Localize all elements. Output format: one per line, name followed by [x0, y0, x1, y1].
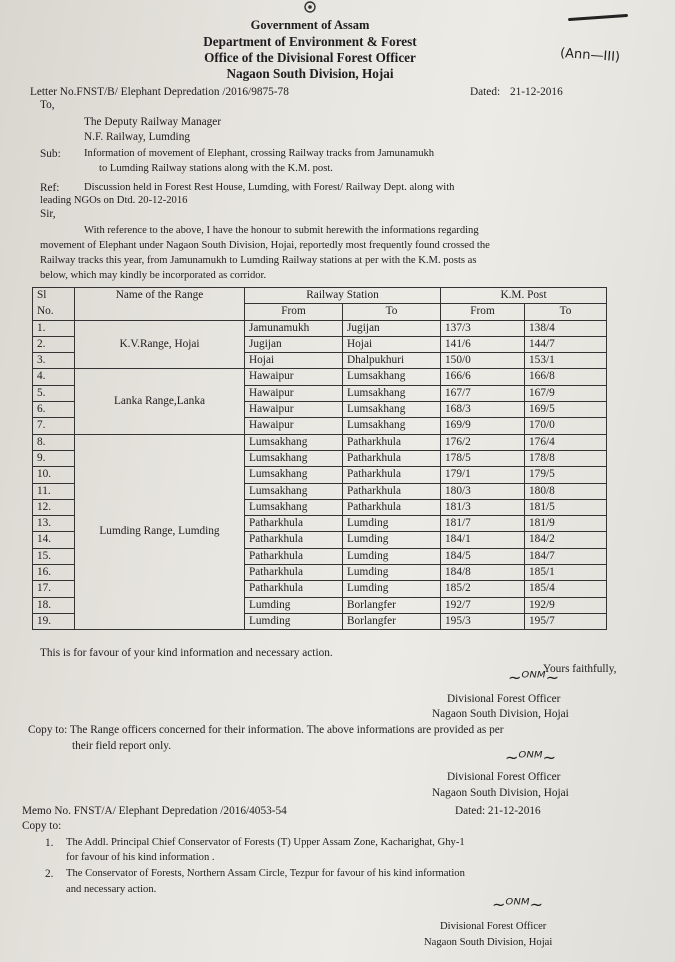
cell-station-to: Jugijan: [343, 320, 441, 336]
copy-to-line-1: Copy to: The Range officers concerned for their information. The above informations are provided as per: [28, 724, 504, 736]
cell-km-from: 167/7: [441, 385, 525, 401]
signature-2: ~ᴼᴺᴹ~: [505, 748, 556, 767]
cell-range-name: K.V.Range, Hojai: [75, 320, 245, 369]
cell-sl-no: 13.: [33, 516, 75, 532]
cell-station-to: Lumsakhang: [343, 369, 441, 385]
addressee-line-2: N.F. Railway, Lumding: [84, 131, 190, 143]
cell-sl-no: 15.: [33, 548, 75, 564]
cell-km-from: 180/3: [441, 483, 525, 499]
memo-item-1-line-2: for favour of his kind information .: [66, 852, 215, 863]
cell-km-to: 144/7: [525, 336, 607, 352]
cell-station-from: Patharkhula: [245, 532, 343, 548]
cell-km-from: 181/3: [441, 499, 525, 515]
cell-station-from: Hawaipur: [245, 418, 343, 434]
cell-sl-no: 17.: [33, 581, 75, 597]
cell-sl-no: 10.: [33, 467, 75, 483]
cell-sl-no: 19.: [33, 613, 75, 629]
cell-station-to: Patharkhula: [343, 499, 441, 515]
copy-to-line-2: their field report only.: [72, 740, 172, 752]
cell-sl-no: 11.: [33, 483, 75, 499]
signature-2-title: Divisional Forest Officer: [447, 771, 561, 783]
cell-station-to: Patharkhula: [343, 434, 441, 450]
cell-km-to: 170/0: [525, 418, 607, 434]
cell-station-from: Lumsakhang: [245, 434, 343, 450]
header-railway-station: Railway Station: [245, 288, 441, 304]
header-no: No.: [33, 304, 75, 320]
cell-station-from: Jamunamukh: [245, 320, 343, 336]
header-km-from: From: [441, 304, 525, 320]
cell-station-to: Lumsakhang: [343, 402, 441, 418]
cell-sl-no: 9.: [33, 450, 75, 466]
cell-station-from: Patharkhula: [245, 565, 343, 581]
memo-number: Memo No. FNST/A/ Elephant Depredation /2016/4053-54: [22, 805, 287, 817]
cell-km-from: 184/1: [441, 532, 525, 548]
cell-km-from: 179/1: [441, 467, 525, 483]
cell-km-to: 192/9: [525, 597, 607, 613]
cell-km-from: 184/8: [441, 565, 525, 581]
cell-station-to: Patharkhula: [343, 450, 441, 466]
cell-km-to: 166/8: [525, 369, 607, 385]
cell-km-to: 138/4: [525, 320, 607, 336]
memo-item-2-line-2: and necessary action.: [66, 884, 157, 895]
cell-station-from: Patharkhula: [245, 581, 343, 597]
cell-sl-no: 4.: [33, 369, 75, 385]
memo-dated: Dated: 21-12-2016: [455, 805, 541, 817]
cell-km-to: 181/5: [525, 499, 607, 515]
cell-station-to: Patharkhula: [343, 483, 441, 499]
cell-station-from: Lumsakhang: [245, 483, 343, 499]
cell-km-from: 184/5: [441, 548, 525, 564]
cell-station-from: Lumding: [245, 597, 343, 613]
cell-km-to: 153/1: [525, 353, 607, 369]
cell-station-to: Dhalpukhuri: [343, 353, 441, 369]
cell-km-from: 185/2: [441, 581, 525, 597]
cell-km-to: 185/4: [525, 581, 607, 597]
memo-item-1-number: 1.: [45, 837, 54, 849]
table-row: [33, 320, 607, 336]
cell-station-to: Lumding: [343, 516, 441, 532]
cell-km-to: 184/7: [525, 548, 607, 564]
closing-note: This is for favour of your kind information and necessary action.: [40, 647, 333, 659]
cell-sl-no: 5.: [33, 385, 75, 401]
cell-km-to: 184/2: [525, 532, 607, 548]
cell-sl-no: 3.: [33, 353, 75, 369]
cell-sl-no: 2.: [33, 336, 75, 352]
cell-km-from: 168/3: [441, 402, 525, 418]
cell-station-from: Patharkhula: [245, 548, 343, 564]
cell-station-from: Lumsakhang: [245, 499, 343, 515]
cell-sl-no: 1.: [33, 320, 75, 336]
signature-3-office: Nagaon South Division, Hojai: [424, 937, 553, 948]
cell-km-to: 181/9: [525, 516, 607, 532]
cell-km-from: 178/5: [441, 450, 525, 466]
addressee-line-1: The Deputy Railway Manager: [84, 116, 222, 128]
body-line-3: Railway tracks this year, from Jamunamukh to Lumding Railway stations at per with the K.M. posts as: [40, 255, 477, 266]
cell-station-to: Patharkhula: [343, 467, 441, 483]
cell-km-from: 166/6: [441, 369, 525, 385]
cell-km-from: 150/0: [441, 353, 525, 369]
cell-km-to: 176/4: [525, 434, 607, 450]
cell-station-from: Hawaipur: [245, 385, 343, 401]
cell-range-name: Lanka Range,Lanka: [75, 369, 245, 434]
cell-km-from: 169/9: [441, 418, 525, 434]
cell-station-to: Lumding: [343, 581, 441, 597]
cell-km-to: 195/7: [525, 613, 607, 629]
cell-km-to: 169/5: [525, 402, 607, 418]
table-header-row: [33, 288, 607, 304]
cell-km-from: 181/7: [441, 516, 525, 532]
cell-station-from: Lumding: [245, 613, 343, 629]
body-line-2: movement of Elephant under Nagaon South Division, Hojai, reportedly most frequently found crossed the: [40, 240, 490, 251]
cell-station-to: Lumding: [343, 565, 441, 581]
cell-station-to: Lumsakhang: [343, 385, 441, 401]
to-label: To,: [40, 99, 55, 111]
cell-km-from: 137/3: [441, 320, 525, 336]
reference-line-2: leading NGOs on Dtd. 20-12-2016: [40, 195, 188, 206]
cell-station-to: Hojai: [343, 336, 441, 352]
signature-1-title: Divisional Forest Officer: [447, 693, 561, 705]
cell-sl-no: 16.: [33, 565, 75, 581]
cell-sl-no: 7.: [33, 418, 75, 434]
cell-km-to: 179/5: [525, 467, 607, 483]
cell-station-from: Jugijan: [245, 336, 343, 352]
cell-km-from: 192/7: [441, 597, 525, 613]
memo-item-2-line-1: The Conservator of Forests, Northern Assam Circle, Tezpur for favour of his kind information: [66, 868, 465, 879]
subject-line-2: to Lumding Railway stations along with the K.M. post.: [99, 163, 333, 174]
cell-station-to: Lumding: [343, 532, 441, 548]
letter-dated-value: 21-12-2016: [510, 86, 563, 98]
table-row: [33, 369, 607, 385]
header-station-from: From: [245, 304, 343, 320]
cell-km-to: 180/8: [525, 483, 607, 499]
header-department: Department of Environment & Forest: [203, 34, 417, 49]
cell-station-from: Hawaipur: [245, 369, 343, 385]
handwritten-annexure-note: (Ann—III): [559, 45, 621, 66]
signature-1: ~ᴼᴺᴹ~: [508, 668, 559, 687]
memo-copy-to: Copy to:: [22, 820, 62, 832]
letter-number: Letter No.FNST/B/ Elephant Depredation /2016/9875-78: [30, 86, 289, 98]
header-sl: Sl: [33, 288, 75, 304]
body-line-1: With reference to the above, I have the honour to submit herewith the informations regarding: [84, 225, 479, 236]
memo-item-1-line-1: The Addl. Principal Chief Conservator of Forests (T) Upper Assam Zone, Kacharighat, Ghy-1: [66, 837, 465, 848]
cell-station-to: Borlangfer: [343, 613, 441, 629]
header-km-to: To: [525, 304, 607, 320]
cell-range-name: Lumding Range, Lumding: [75, 434, 245, 630]
cell-sl-no: 6.: [33, 402, 75, 418]
cell-station-to: Borlangfer: [343, 597, 441, 613]
cell-km-to: 167/9: [525, 385, 607, 401]
header-station-to: To: [343, 304, 441, 320]
corridor-table: [32, 287, 607, 630]
header-km-post: K.M. Post: [441, 288, 607, 304]
header-government: Government of Assam: [250, 18, 370, 32]
body-line-4: below, which may kindly be incorporated as corridor.: [40, 270, 267, 281]
cell-km-to: 185/1: [525, 565, 607, 581]
cell-sl-no: 18.: [33, 597, 75, 613]
cell-station-to: Lumsakhang: [343, 418, 441, 434]
signature-1-office: Nagaon South Division, Hojai: [432, 708, 569, 720]
cell-sl-no: 8.: [33, 434, 75, 450]
header-office: Office of the Divisional Forest Officer: [204, 50, 416, 65]
cell-km-from: 195/3: [441, 613, 525, 629]
government-emblem-icon: [302, 0, 318, 14]
cell-km-from: 141/6: [441, 336, 525, 352]
cell-station-to: Lumding: [343, 548, 441, 564]
cell-station-from: Lumsakhang: [245, 467, 343, 483]
signature-3-title: Divisional Forest Officer: [440, 921, 547, 932]
header-division: Nagaon South Division, Hojai: [226, 66, 394, 81]
signature-2-office: Nagaon South Division, Hojai: [432, 787, 569, 799]
cell-sl-no: 14.: [33, 532, 75, 548]
cell-sl-no: 12.: [33, 499, 75, 515]
reference-label: Ref:: [40, 182, 60, 194]
header-range: Name of the Range: [75, 288, 245, 321]
signature-3: ~ᴼᴺᴹ~: [492, 895, 543, 914]
table-row: [33, 434, 607, 450]
cell-station-from: Hawaipur: [245, 402, 343, 418]
cell-station-from: Patharkhula: [245, 516, 343, 532]
cell-km-to: 178/8: [525, 450, 607, 466]
subject-line-1: Information of movement of Elephant, crossing Railway tracks from Jamunamukh: [84, 148, 435, 159]
subject-label: Sub:: [40, 148, 61, 160]
cell-station-from: Hojai: [245, 353, 343, 369]
reference-line-1: Discussion held in Forest Rest House, Lumding, with Forest/ Railway Dept. along with: [84, 182, 455, 193]
yours-faithfully: Yours faithfully,: [543, 663, 617, 675]
letter-dated-label: Dated:: [470, 86, 501, 98]
cell-km-from: 176/2: [441, 434, 525, 450]
cell-station-from: Lumsakhang: [245, 450, 343, 466]
salutation: Sir,: [40, 208, 56, 220]
memo-item-2-number: 2.: [45, 868, 54, 880]
